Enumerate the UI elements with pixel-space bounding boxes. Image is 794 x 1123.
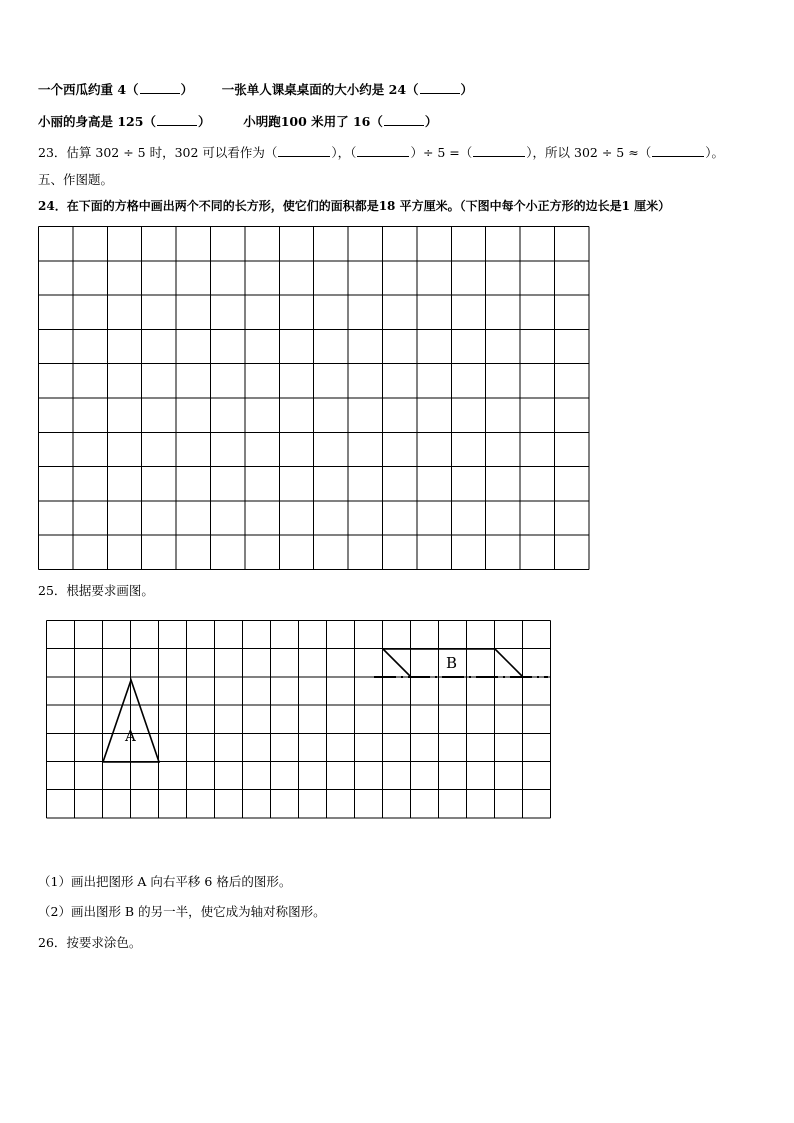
figure-b-label: B bbox=[446, 654, 458, 672]
q24-grid[interactable] bbox=[38, 226, 592, 571]
answer-blank[interactable] bbox=[157, 114, 197, 126]
q23-part2: ），（ bbox=[331, 145, 357, 160]
q22-row1-a-text: 一个西瓜约重 4（ bbox=[38, 82, 139, 97]
answer-blank[interactable] bbox=[473, 145, 525, 157]
q24-grid-lines bbox=[39, 227, 589, 570]
q23-part4: ），所以 302 ÷ 5 ≈（ bbox=[526, 145, 652, 160]
q22-row1 bbox=[38, 82, 473, 98]
q22-row1-a-close: ） bbox=[180, 82, 194, 97]
answer-blank[interactable] bbox=[384, 114, 424, 126]
q25-grid-lines bbox=[47, 621, 551, 818]
q22-row2-b-close: ） bbox=[424, 114, 438, 129]
q22-row2 bbox=[38, 114, 437, 130]
answer-blank[interactable] bbox=[652, 145, 704, 157]
answer-blank[interactable] bbox=[278, 145, 330, 157]
q25-title: 25．根据要求画图。 bbox=[38, 583, 154, 598]
q22-row1-b-close: ） bbox=[460, 82, 474, 97]
q23-part1: 23．估算 302 ÷ 5 时，302 可以看作为（ bbox=[38, 145, 278, 160]
answer-blank[interactable] bbox=[420, 82, 460, 94]
q23-part5: ）。 bbox=[705, 145, 724, 160]
figure-a-label: A bbox=[125, 727, 136, 745]
q24-text: 24．在下面的方格中画出两个不同的长方形，使它们的面积都是18 平方厘米。（下图中每个小正方形的边长是1 厘米） bbox=[38, 199, 671, 213]
q23 bbox=[38, 145, 724, 161]
q22-row2-a-close: ） bbox=[197, 114, 211, 129]
q25-grid[interactable] bbox=[46, 620, 554, 820]
q26-title: 26．按要求涂色。 bbox=[38, 935, 142, 950]
q22-row2-a-text: 小丽的身高是 125（ bbox=[38, 114, 156, 129]
q22-row1-b-text: 一张单人课桌桌面的大小约是 24（ bbox=[221, 82, 419, 97]
answer-blank[interactable] bbox=[357, 145, 409, 157]
q23-part3: ）÷ 5 =（ bbox=[410, 145, 473, 160]
q25-sub1: （1）画出把图形 A 向右平移 6 格后的图形。 bbox=[38, 874, 292, 889]
answer-blank[interactable] bbox=[140, 82, 180, 94]
q22-row2-b-text: 小明跑100 米用了 16（ bbox=[243, 114, 383, 129]
section-heading: 五、作图题。 bbox=[38, 172, 114, 187]
q25-sub2: （2）画出图形 B 的另一半，使它成为轴对称图形。 bbox=[38, 904, 326, 919]
